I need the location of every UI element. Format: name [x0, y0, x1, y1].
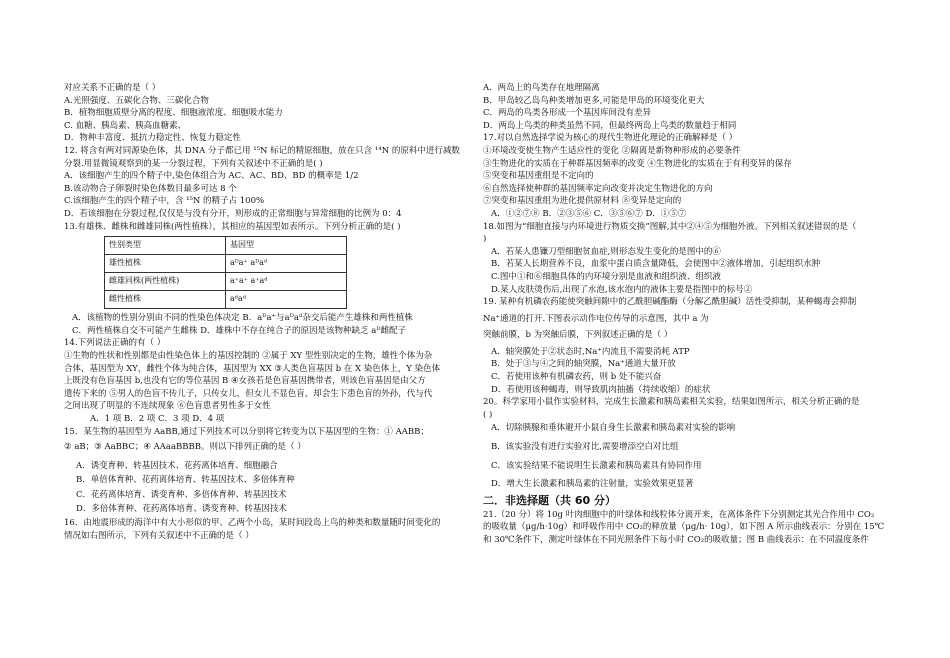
q20-option-c: C．该实验结果不能说明生长激素和胰岛素具有协同作用	[491, 460, 702, 471]
table-cell: aᵈaᵈ	[226, 291, 347, 309]
q12-option-d: D．若该细胞在分裂过程,仅仅是与没有分开，则形成的正常细胞与异常细胞的比例为 0：4	[64, 208, 402, 219]
q17-options: A．①②⑦⑧ B．②③⑤⑥ C．③⑤⑥⑦ D．①⑤⑦	[491, 208, 687, 219]
q13-stem: 13.有雄株、雌株和雌雄同株(两性植株），其相应的基因型如表所示。下列分析正确的是( )	[64, 221, 401, 232]
q19-stem-line-2: Na⁺通道的打开.下图表示动作电位传导的示意图，其中 a 为	[483, 313, 709, 324]
q12-option-a: A．该细胞产生的四个精子中,染色体组合为 AC、AC、BD、BD 的概率是 1/2	[64, 171, 359, 182]
q19-option-c: C．若使用该种有机磷农药，则 b 处不能兴奋	[491, 372, 662, 383]
table-header-cell: 性别类型	[105, 237, 226, 255]
q19-option-a: A．轴突膜处于②状态时,Na⁺内流且不需要消耗 ATP	[491, 346, 690, 357]
q16-option-d: D．两岛上鸟类的种类虽然不同，但最终两岛上鸟类的数量趋于相同	[483, 120, 737, 131]
q21-line-2: 的吸收量（μg/h·10g）和呼吸作用中 CO₂的释放量（μg/h· 10g），如下图 A 所示曲线表示：分别在 15℃	[483, 522, 885, 533]
q15-option-c: C．花药离体培育、诱变育种、多倍体育种、转基因技术	[76, 489, 287, 500]
q14-stem: 14.下列说法正确的有（ ）	[64, 338, 166, 349]
q12-stem-line-1: 12. 将含有两对同源染色体，其 DNA 分子都已用 ¹⁵N 标记的精原细胞，放在只含 ¹⁴N 的原料中进行减数	[64, 145, 460, 156]
q14-line-2: 合体，基因型为 XY，雌性个体为纯合体，基因型为 XX ③人类色盲基因 b 在 X 染色体上，Y 染色体	[64, 363, 441, 374]
q20-stem-line-2: ( )	[483, 409, 493, 420]
q15-option-d: D．多倍体育种、花药离体培育、诱变育种、转基因技术	[76, 504, 287, 515]
q13-options-cd: C．两性植株自交不可能产生雌株 D．雄株中不存在纯合子的原因是该物种缺乏 aᴰ雌配子	[72, 325, 407, 336]
q18-option-d: D.某人皮肤烫伤后,出现了水泡,该水泡内的液体主要是指图中的标号②	[491, 284, 753, 295]
q20-option-d: D．增大生长激素和胰岛素的注射量，实验效果更显著	[491, 479, 694, 490]
table-row	[105, 255, 347, 273]
table-row	[105, 273, 347, 291]
table-row	[105, 291, 347, 309]
q18-option-b: B．若某人长期营养不良，血浆中蛋白质含量降低，会使图中②液体增加，引起组织水肿	[491, 259, 821, 270]
q14-line-1: ①生物的性状和性别都是由性染色体上的基因控制的 ②属于 XY 型性别决定的生物，雄性个体为杂	[64, 350, 433, 361]
q12-stem-line-2: 分裂.用显微镜观察到的某一分裂过程，下列有关叙述中不正确的是( )	[64, 158, 323, 169]
q14-line-3: 上既没有色盲基因 b,也没有它的等位基因 B ④女孩若是色盲基因携带者，则该色盲基因是由父方	[64, 376, 426, 387]
q18-stem-line-2: )	[483, 234, 487, 245]
q20-option-a: A．切除胰腺和垂体避开小鼠自身生长激素和胰岛素对实验的影响	[491, 423, 736, 434]
q14-line-4: 遗传下来的 ⑤男人的色盲不传儿子，只传女儿，但女儿不显色盲，却会生下患色盲的外孙，代与代	[64, 388, 433, 399]
q18-option-a: A．若某人患镰刀型细胞贫血症,则形态发生变化的是图中的⑥	[491, 246, 721, 257]
q21-line-3: 和 30℃条件下，测定叶绿体在不同光照条件下每小时 CO₂的吸收量；图 B 曲线表示：在不同温度条件	[483, 535, 869, 545]
q14-line-5: 之间出现了明显的不连续现象 ⑥色盲患者男性多于女性	[64, 401, 271, 412]
q20-stem-line-1: 20。科学家用小鼠作实验材料，完成生长激素和胰岛素相关实验，结果如图所示，相关分析正确的是	[483, 397, 860, 408]
section-title: 二．非选择题（共 60 分）	[483, 493, 616, 507]
genotype-table	[104, 236, 347, 309]
q15-option-b: B．单倍体育种、花药离体培育、转基因技术、多倍体育种	[76, 475, 295, 486]
q11-option-a: A.光照强度、五碳化合物、三碳化合物	[64, 95, 209, 106]
q16-option-a: A．两岛上的鸟类存在地理隔离	[483, 83, 600, 93]
q16-option-b: B．甲岛较乙岛鸟种类增加更多,可能是甲岛的环境变化更大	[483, 95, 705, 106]
q17-line-2: ③生物进化的实质在于种群基因频率的改变 ④生物进化的实质在于有利变异的保存	[483, 158, 792, 169]
q18-stem-line-1: 18.如图为“细胞直接与内环境进行物质交换”图解,其中②④⑤为细胞外液。下列相关叙述错误的是（	[483, 221, 857, 232]
q19-stem-line-3: 突触前膜，b 为突触后膜，下列叙述正确的是（ ）	[483, 330, 673, 341]
q15-stem-line-1: 15．某生物的基因型为 AaBB,通过下列技术可以分别将它转变为以下基因型的生物：① AABB；	[64, 427, 429, 438]
q20-option-b: B．该实验没有进行实验对比,需要增添空白对比组	[491, 442, 679, 453]
q14-options: A．1 项 B．2 项 C．3 项 D．4 项	[90, 413, 225, 424]
q17-line-1: ①环境改变使生物产生适应性的变化 ②隔离是新物种形成的必要条件	[483, 145, 741, 156]
q16-stem-line-1: 16．由地震形成的海洋中有大小形似的甲、乙两个小岛，某时间段岛上鸟的种类和数量随时间变化的	[64, 518, 441, 529]
q17-line-4: ⑥自然选择使种群的基因频率定向改变并决定生物进化的方向	[483, 183, 713, 194]
q17-line-5: ⑦突变和基因重组为进化提供原材料 ⑧变异是定向的	[483, 196, 682, 207]
q11-option-b: B．植物细胞质壁分离的程度、细胞液浓度、细胞吸水能力	[64, 108, 283, 119]
q19-stem-line-1: 19. 某种有机磷农药能使突触间隙中的乙酰胆碱酯酶（分解乙酰胆碱）活性受抑制，某种蝎毒会抑制	[483, 297, 857, 308]
q21-line-1: 21.（20 分）将 10g 叶肉细胞中的叶绿体和线粒体分离开来，在离体条件下分别测定其光合作用中 CO₂	[483, 509, 875, 520]
q11-stem-tail: 对应关系不正确的是（ ）	[64, 83, 161, 93]
q17-stem: 17.对以自然选择学说为核心的现代生物进化理论的正确解释是（ ）	[483, 133, 738, 144]
q12-option-c: C.该细胞产生的四个精子中，含 ¹⁵N 的精子占 100%	[64, 196, 265, 207]
q12-option-b: B.该动物合子卵裂时染色体数目最多可达 8 个	[64, 183, 237, 194]
q16-stem-line-2: 情况如右图所示，下列有关叙述中不正确的是（ ）	[64, 530, 254, 541]
right-column	[483, 82, 895, 547]
q17-line-3: ⑤突变和基因重组是不定向的	[483, 171, 594, 182]
table-cell: aᴰa⁺ aᴰaᵈ	[226, 255, 347, 273]
q19-option-b: B．处于③与④之间的轴突膜，Na⁺通道大量开放	[491, 359, 676, 370]
table-cell: 雄性植株	[105, 255, 226, 273]
q16-option-c: C．两岛的鸟类各形成一个基因库间没有差异	[483, 108, 652, 119]
left-column	[64, 82, 462, 542]
table-cell: 雌性植株	[105, 291, 226, 309]
table-header-row	[105, 237, 347, 255]
q19-option-d: D．若使用该种蝎毒，则导致肌肉抽搐（持续收缩）的症状	[491, 384, 711, 395]
table-cell: a⁺a⁺ a⁺aᵈ	[226, 273, 347, 291]
q18-option-c: C.图中①和⑥细胞具体的内环境分别是血液和组织液、组织液	[491, 271, 721, 282]
table-header-cell: 基因型	[226, 237, 347, 255]
q13-options-ab: A．该植物的性别分别由不同的性染色体决定 B．aᴰa⁺与aᴰaᵈ杂交后能产生雄株和两性植株	[72, 313, 413, 324]
q15-stem-line-2: ② aB；③ AaBBC；④ AAaaBBBB。则以下排列正确的是（ ）	[64, 442, 306, 453]
table-cell: 雌雄同株(两性植株)	[105, 273, 226, 291]
q15-option-a: A．诱变育种、转基因技术、花药离体培育、细胞融合	[76, 460, 278, 471]
q11-option-d: D．物种丰富度、抵抗力稳定性、恢复力稳定性	[64, 133, 241, 144]
q11-option-c: C. 血糖、胰岛素、胰高血糖素、	[64, 120, 187, 131]
